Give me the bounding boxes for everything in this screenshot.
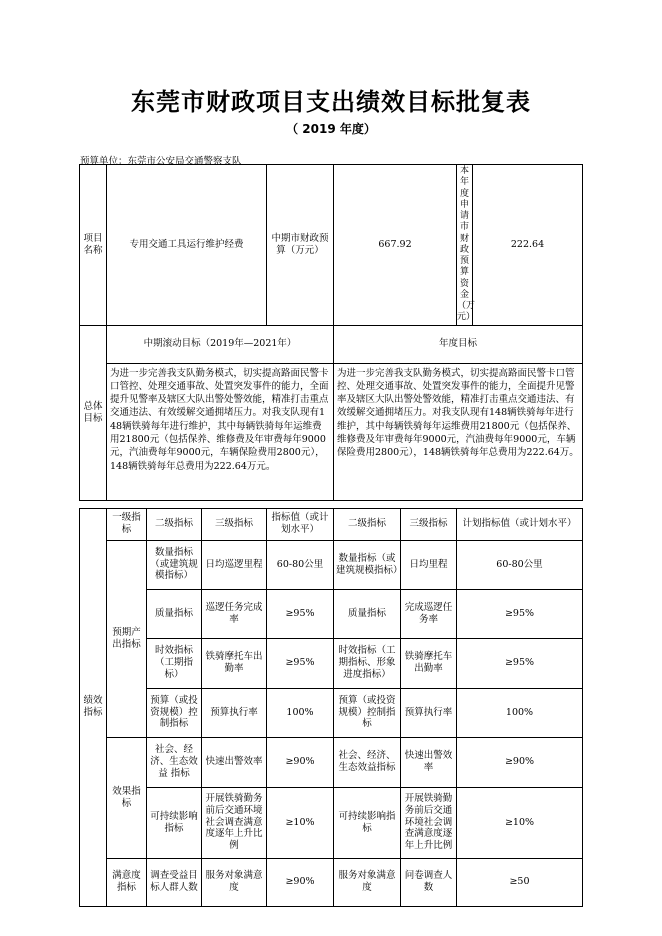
cell: ≥90% — [457, 737, 583, 787]
table-row — [80, 688, 583, 737]
header-level2: 二级指标 — [147, 508, 202, 540]
project-name-label: 项目名称 — [80, 165, 107, 326]
cell: 100% — [267, 688, 334, 737]
annual-goal-header: 年度目标 — [334, 325, 583, 363]
header-plan-value: 计划指标值（或计划水平） — [457, 508, 583, 540]
cell: ≥90% — [267, 858, 334, 906]
cell: 完成巡逻任务率 — [401, 589, 457, 638]
cell: 预算执行率 — [202, 688, 267, 737]
level1-effect: 效果指标 — [107, 737, 147, 858]
cell: 预算执行率 — [401, 688, 457, 737]
project-row — [80, 165, 583, 326]
cell: ≥10% — [267, 787, 334, 858]
annual-budget-value: 222.64 — [473, 165, 583, 326]
cell: 巡逻任务完成率 — [202, 589, 267, 638]
table-row — [80, 638, 583, 688]
level1-output: 预期产出指标 — [107, 540, 147, 737]
cell: ≥50 — [457, 858, 583, 906]
table-row — [80, 589, 583, 638]
cell: 服务对象满意度 — [334, 858, 401, 906]
cell: 可持续影响指标 — [334, 787, 401, 858]
table-row — [80, 540, 583, 589]
mid-term-goal-header: 中期滚动目标（2019年—2021年） — [107, 325, 334, 363]
cell: ≥95% — [457, 589, 583, 638]
cell: ≥90% — [267, 737, 334, 787]
cell: 时效指标（工期指标） — [147, 638, 202, 688]
header-value: 指标值（或计划水平） — [267, 508, 334, 540]
table-row — [80, 858, 583, 906]
cell: 服务对象满意度 — [202, 858, 267, 906]
cell: 数量指标（或建筑规模指标） — [334, 540, 401, 589]
cell: 预算（或投资规模）控制指标 — [334, 688, 401, 737]
cell: 社会、经济、生态效益指标 — [334, 737, 401, 787]
cell: ≥10% — [457, 787, 583, 858]
header-level1: 一级指标 — [107, 508, 147, 540]
cell: 开展铁骑勤务前后交通环境社会调查满意度逐年上升比例 — [401, 787, 457, 858]
cell: 可持续影响指标 — [147, 787, 202, 858]
table-row — [80, 737, 583, 787]
year-subtitle: （ 2019 年度） — [286, 122, 376, 136]
cell: 开展铁骑勤务前后交通环境社会调查满意度逐年上升比例 — [202, 787, 267, 858]
header-level3-year: 三级指标 — [401, 508, 457, 540]
cell: 60-80公里 — [457, 540, 583, 589]
cell: 日均巡逻里程 — [202, 540, 267, 589]
cell: 质量指标 — [147, 589, 202, 638]
cell: 铁骑摩托车出勤率 — [202, 638, 267, 688]
cell: ≥95% — [457, 638, 583, 688]
page-title: 东莞市财政项目支出绩效目标批复表 — [131, 88, 531, 116]
header-level2-year: 二级指标 — [334, 508, 401, 540]
header-level3: 三级指标 — [202, 508, 267, 540]
cell: 调查受益目标人群人数 — [147, 858, 202, 906]
budget-unit: 预算单位：东莞市公安局交通警察支队 — [80, 156, 242, 167]
cell: 质量指标 — [334, 589, 401, 638]
annual-budget-label: 本年度申请市财政预算资金（万元） — [457, 165, 473, 326]
cell: ≥95% — [267, 638, 334, 688]
approval-table — [79, 164, 583, 907]
cell: 快速出警效率 — [202, 737, 267, 787]
cell: 时效指标（工期指标、形象进度指标） — [334, 638, 401, 688]
cell: 社会、经济、生态效益 指标 — [147, 737, 202, 787]
cell: 快速出警效率 — [401, 737, 457, 787]
perf-header-row — [80, 508, 583, 540]
mid-budget-value: 667.92 — [334, 165, 457, 326]
cell: 铁骑摩托车出勤率 — [401, 638, 457, 688]
level1-satisfaction: 满意度指标 — [107, 858, 147, 906]
cell: 问卷调查人数 — [401, 858, 457, 906]
cell: ≥95% — [267, 589, 334, 638]
annual-goal-text: 为进一步完善我支队勤务模式，切实提高路面民警卡口管控、处理交通事故、处置突发事件的能力，全面提升见警率及辖区大队出警处警效能，精准打击重点交通违法、有效缓解交通拥堵压力。对我支队现有148辆铁骑每年进行维护，其中每辆铁骑每年运维费用21800元（包括保养、维修费及年审费每年9000元，汽油费每年9000元，车辆保险费用2800元），148辆铁骑每年总费用为222.64万。 — [334, 363, 583, 500]
cell: 100% — [457, 688, 583, 737]
cell: 数量指标（或建筑规模指标） — [147, 540, 202, 589]
mid-budget-label: 中期市财政预算（万元） — [267, 165, 334, 326]
table-row — [80, 787, 583, 858]
project-name-value: 专用交通工具运行维护经费 — [107, 165, 267, 326]
perf-label: 绩效指标 — [80, 508, 107, 906]
cell: 60-80公里 — [267, 540, 334, 589]
cell: 预算（或投资规模）控制指标 — [147, 688, 202, 737]
cell: 日均里程 — [401, 540, 457, 589]
mid-term-goal-text: 为进一步完善我支队勤务模式，切实提高路面民警卡口管控、处理交通事故、处置突发事件的能力，全面提升见警率及辖区大队出警处警效能，精准打击重点交通违法、有效缓解交通拥堵压力。对我支队现有148辆铁骑每年进行维护，其中每辆铁骑每年运维费用21800元（包括保养、维修费及年审费每年9000元，汽油费每年9000元，车辆保险费用2800元），148辆铁骑每年总费用为222.64万元。 — [107, 363, 334, 500]
overall-goal-label: 总体目标 — [80, 325, 107, 500]
